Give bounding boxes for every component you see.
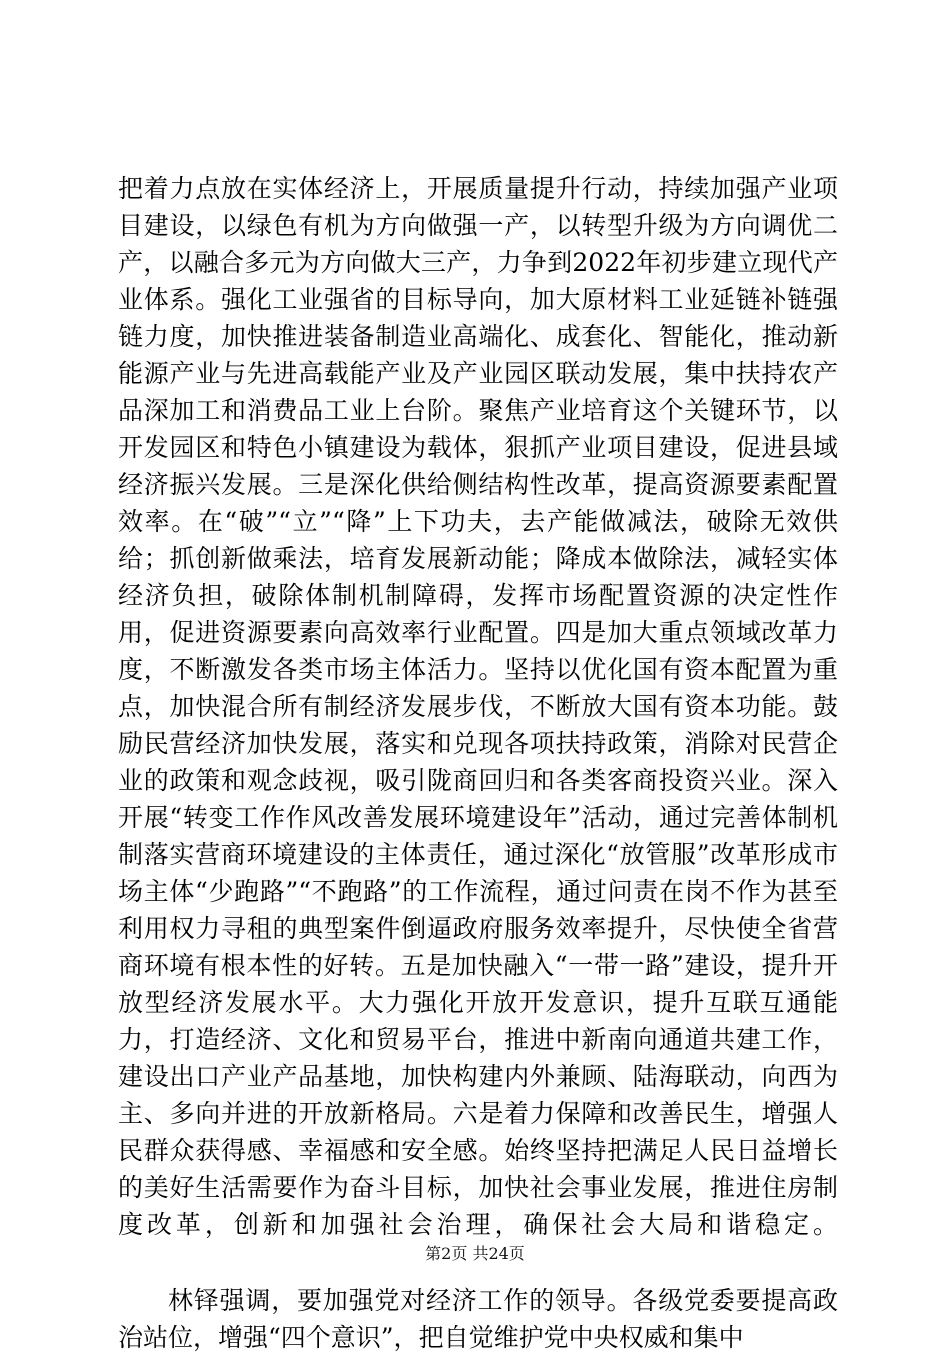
paragraph-1: 把着力点放在实体经济上，开展质量提升行动，持续加强产业项目建设，以绿色有机为方向做强一产，以转型升级为方向调优二产，以融合多元为方向做大三产，力争到2022年初步建立现代产业体系。强化工业强省的目标导向，加大原材料工业延链补链强链力度，加快推进装备制造业高端化、成套化、智能化，推动新能源产业与先进高载能产业及产业园区联动发展，集中扶持农产品深加工和消费品工业上台阶。聚焦产业培育这个关键环节，以开发园区和特色小镇建设为载体，狠抓产业项目建设，促进县域经济振兴发展。三是深化供给侧结构性改革，提高资源要素配置效率。在“破”“立”“降”上下功夫，去产能做减法，破除无效供给；抓创新做乘法，培育发展新动能；降成本做除法，减轻实体经济负担，破除体制机制障碍，发挥市场配置资源的决定性作用，促进资源要素向高效率行业配置。四是加大重点领域改革力度，不断激发各类市场主体活力。坚持以优化国有资本配置为重点，加快混合所有制经济发展步伐，不断放大国有资本功能。鼓励民营经济加快发展，落实和兑现各项扶持政策，消除对民营企业的政策和观念歧视，吸引陇商回归和各类客商投资兴业。深入开展“转变工作作风改善发展环境建设年”活动，通过完善体制机制落实营商环境建设的主体责任，通过深化“放管服”改革形成市场主体“少跑路”“不跑路”的工作流程，通过问责在岗不作为甚至利用权力寻租的典型案件倒逼政府服务效率提升，尽快使全省营商环境有根本性的好转。五是加快融入“一带一路”建设，提升开放型经济发展水平。大力强化开放开发意识，提升互联互通能力，打造经济、文化和贸易平台，推进中新南向通道共建工作，建设出口产业产品基地，加快构建内外兼顾、陆海联动，向西为主、多向并进的开放新格局。六是着力保障和改善民生，增强人民群众获得感、幸福感和安全感。始终坚持把满足人民日益增长的美好生活需要作为奋斗目标，加快社会事业发展，推进住房制度改革，创新和加强社会治理，确保社会大局和谐稳定。: [118, 174, 838, 1239]
document-body: [118, 170, 838, 1356]
paragraph-2: 林铎强调，要加强党对经济工作的领导。各级党委要提高政治站位，增强“四个意识”，把自觉维护党中央权威和集中: [118, 1286, 838, 1352]
page-footer: 第2页 共24页: [425, 1244, 525, 1263]
